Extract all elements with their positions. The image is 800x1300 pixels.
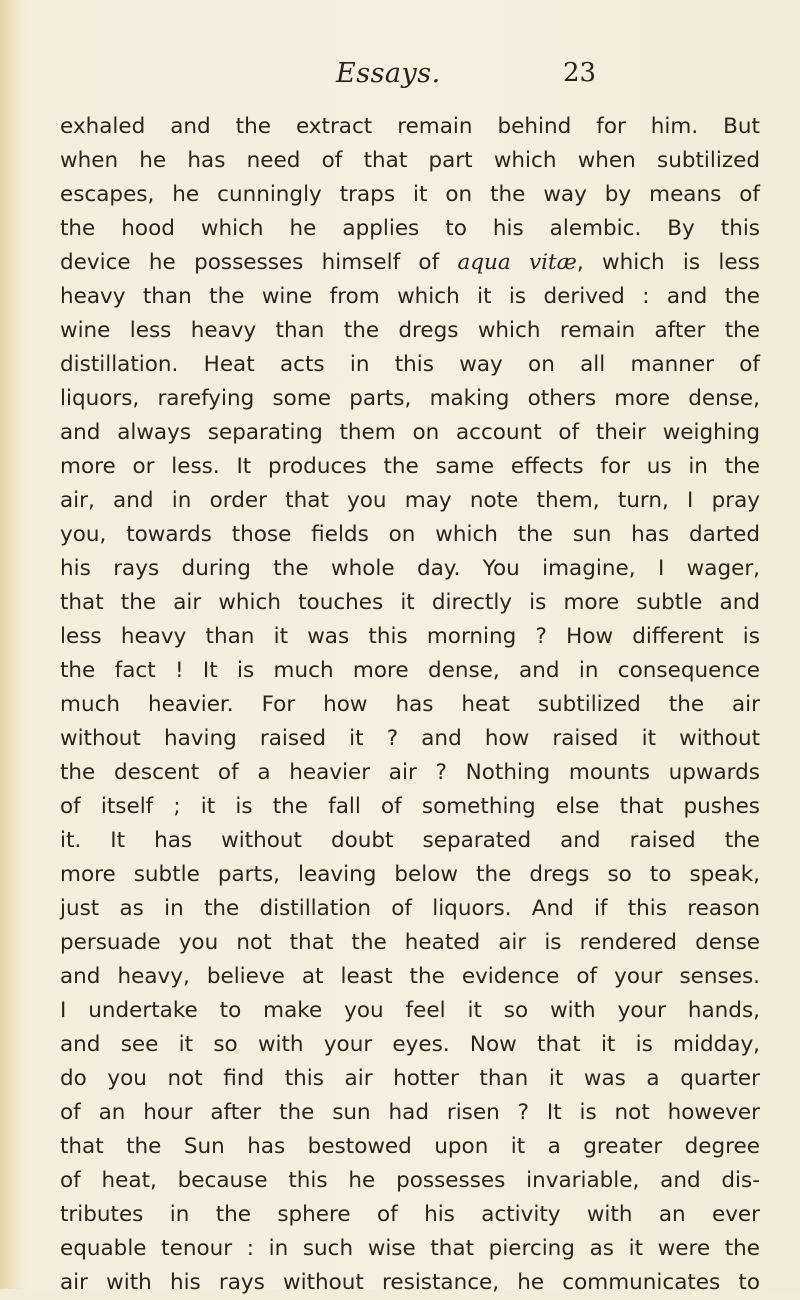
text-line: distillation. Heat acts in this way on all manner of <box>60 352 760 377</box>
text-line: and always separating them on account of their weighing <box>60 420 760 445</box>
page-edge-shading <box>0 0 22 1289</box>
page-header <box>0 58 800 98</box>
running-title: Essays. <box>336 58 441 89</box>
page-number: 23 <box>563 58 597 88</box>
text-line: much heavier. For how has heat subtilized the air <box>60 692 760 717</box>
text-line: of an hour after the sun had risen ? It is not however <box>60 1100 760 1125</box>
text-line: that the air which touches it directly is more subtle and <box>60 590 760 615</box>
text-line: the descent of a heavier air ? Nothing mounts upwards <box>60 760 760 785</box>
text-line: more subtle parts, leaving below the dregs so to speak, <box>60 862 760 887</box>
text-line: I undertake to make you feel it so with your hands, <box>60 998 760 1023</box>
text-line: wine less heavy than the dregs which remain after the <box>60 318 760 343</box>
text-line: air with his rays without resistance, he communicates to <box>60 1270 760 1295</box>
text-line: heavy than the wine from which it is derived : and the <box>60 284 760 309</box>
text-line: and see it so with your eyes. Now that it is midday, <box>60 1032 760 1057</box>
text-line: exhaled and the extract remain behind for him. But <box>60 114 760 139</box>
text-line: tributes in the sphere of his activity with an ever <box>60 1202 760 1227</box>
text-line: and heavy, believe at least the evidence of your senses. <box>60 964 760 989</box>
text-line: it. It has without doubt separated and raised the <box>60 828 760 853</box>
text-line: liquors, rarefying some parts, making others more dense, <box>60 386 760 411</box>
text-line: do you not find this air hotter than it was a quarter <box>60 1066 760 1091</box>
text-line: equable tenour : in such wise that piercing as it were the <box>60 1236 760 1261</box>
text-line: escapes, he cunningly traps it on the way by means of <box>60 182 760 207</box>
text-line: less heavy than it was this morning ? How different is <box>60 624 760 649</box>
text-line: device he possesses himself of aqua vitæ, which is less <box>60 250 761 275</box>
text-line: his rays during the whole day. You imagine, I wager, <box>60 556 760 581</box>
text-line: of heat, because this he possesses invariable, and dis- <box>60 1168 760 1193</box>
text-line: of itself ; it is the fall of something else that pushes <box>60 794 760 819</box>
text-line: you, towards those fields on which the sun has darted <box>60 522 760 547</box>
text-line: persuade you not that the heated air is rendered dense <box>60 930 760 955</box>
body-text <box>60 110 761 1295</box>
text-line: more or less. It produces the same effects for us in the <box>60 454 760 479</box>
text-line: just as in the distillation of liquors. And if this reason <box>60 896 760 921</box>
text-line: without having raised it ? and how raised it without <box>60 726 760 751</box>
text-line: when he has need of that part which when subtilized <box>60 148 760 173</box>
text-line: air, and in order that you may note them, turn, I pray <box>60 488 760 513</box>
italic-phrase: aqua vitæ <box>457 250 577 275</box>
text-line: the fact ! It is much more dense, and in consequence <box>60 658 760 683</box>
text-line: the hood which he applies to his alembic. By this <box>60 216 760 241</box>
text-line: that the Sun has bestowed upon it a greater degree <box>60 1134 760 1159</box>
